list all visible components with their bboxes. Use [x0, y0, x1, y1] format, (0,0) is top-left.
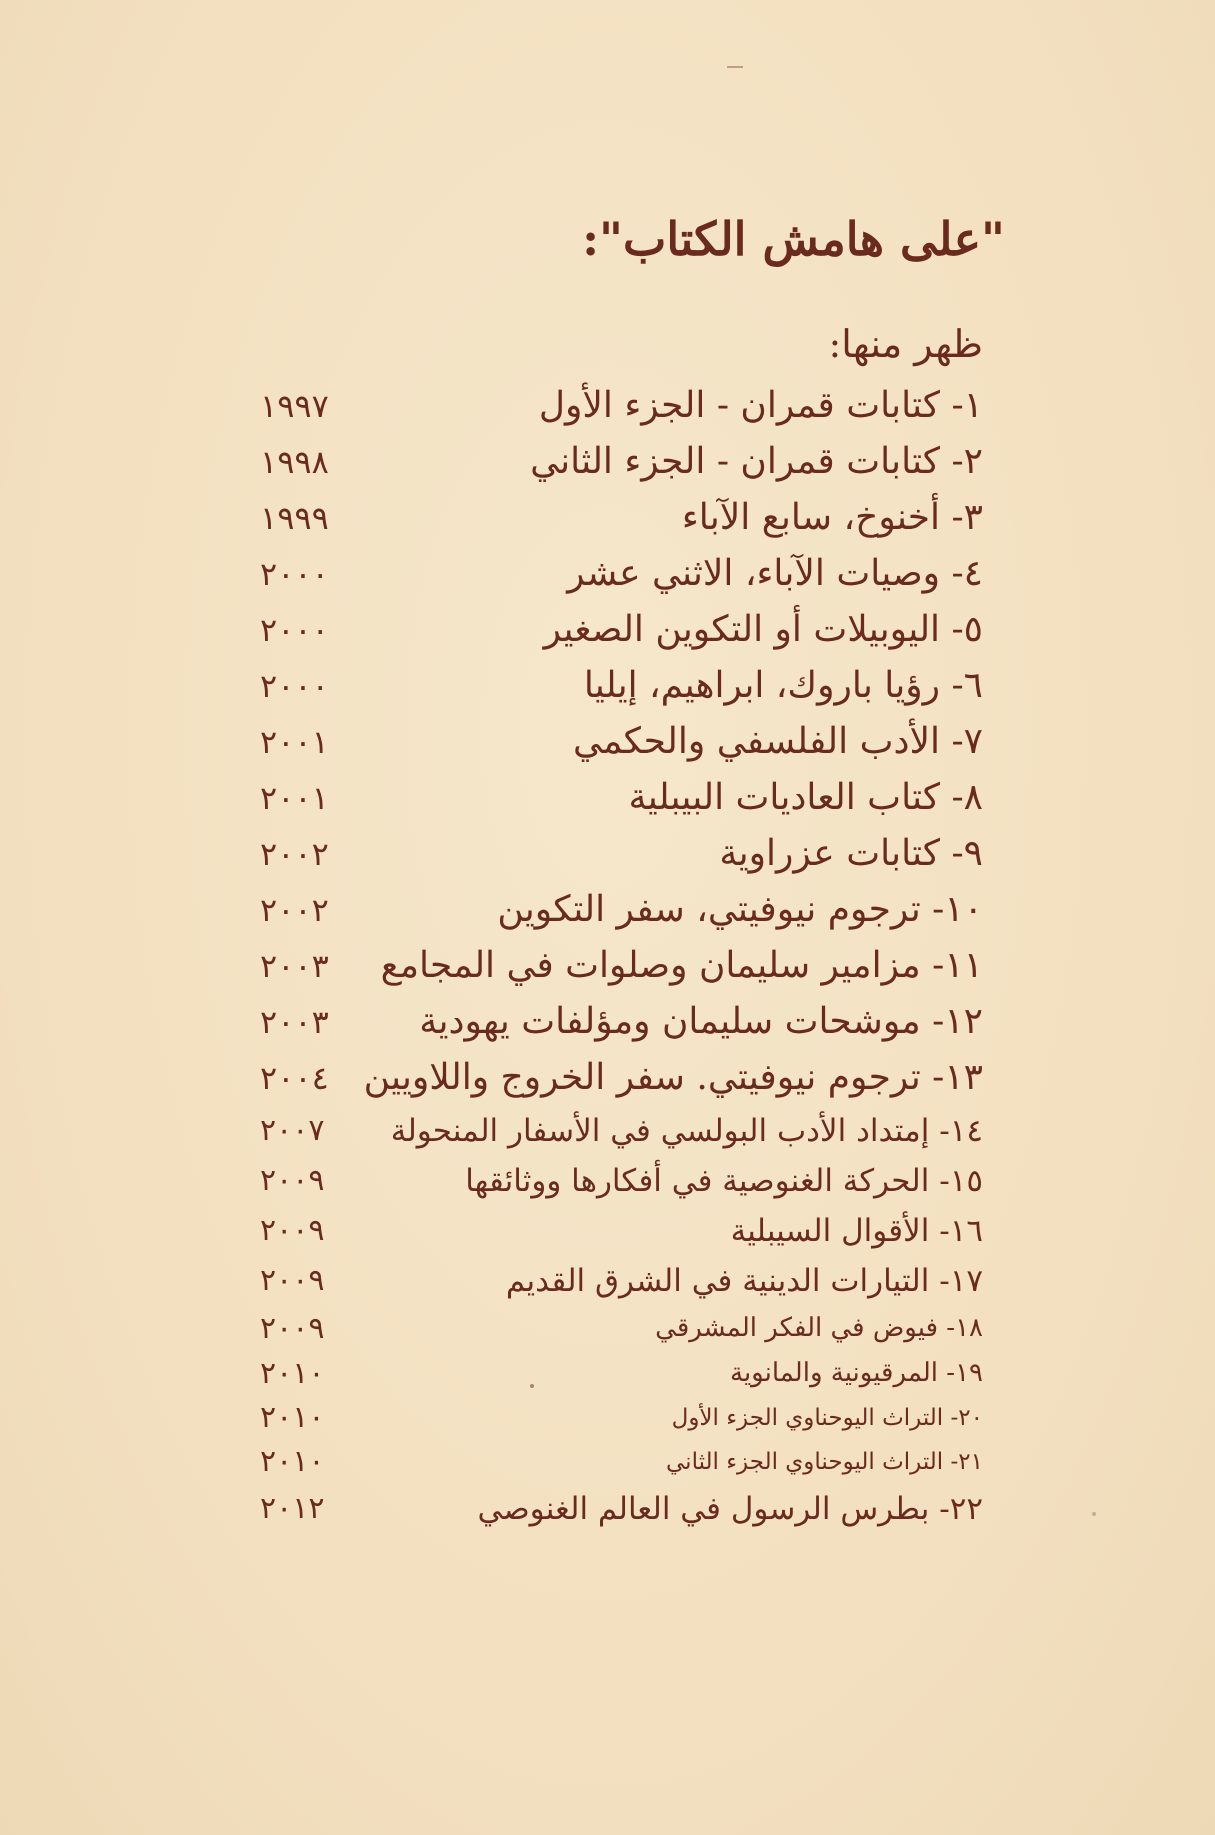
- book-title: ٢١- التراث اليوحناوي الجزء الثاني: [666, 1449, 983, 1475]
- book-title: ٢٠- التراث اليوحناوي الجزء الأول: [671, 1405, 983, 1431]
- book-title: ٥- اليوبيلات أو التكوين الصغير: [543, 609, 983, 650]
- book-title: ٩- كتابات عزراوية: [719, 833, 983, 874]
- book-title: ١٥- الحركة الغنوصية في أفكارها ووثائقها: [465, 1163, 983, 1199]
- list-item: [230, 1440, 983, 1484]
- book-title: ١٢- موشحات سليمان ومؤلفات يهودية: [419, 1001, 983, 1042]
- ink-speck: [1092, 1512, 1096, 1516]
- book-title: ١٧- التيارات الدينية في الشرق القديم: [505, 1263, 983, 1299]
- list-item: [230, 1106, 983, 1156]
- list-item: [230, 1396, 983, 1440]
- book-year: ١٩٩٨: [260, 443, 329, 481]
- list-item: [230, 1256, 983, 1306]
- book-year: ٢٠٠٠: [260, 555, 329, 593]
- book-year: ٢٠٠٩: [260, 1311, 325, 1346]
- list-item: [230, 658, 983, 714]
- book-title: ٨- كتاب العاديات البيبلية: [628, 777, 983, 818]
- book-year: ٢٠١٠: [260, 1444, 325, 1479]
- list-item: [230, 546, 983, 602]
- book-title: ١- كتابات قمران - الجزء الأول: [538, 385, 983, 426]
- book-year: ٢٠١٢: [260, 1491, 325, 1526]
- list-item: [230, 602, 983, 658]
- book-title: ٢٢- بطرس الرسول في العالم الغنوصي: [477, 1491, 983, 1527]
- list-item: [230, 826, 983, 882]
- series-title: "على هامش الكتاب":: [582, 212, 1005, 266]
- book-title: ١٩- المرقيونية والمانوية: [730, 1358, 983, 1388]
- list-item: [230, 378, 983, 434]
- list-item: [230, 1484, 983, 1534]
- book-year: ٢٠٠١: [260, 723, 329, 761]
- ink-speck: [530, 1384, 534, 1388]
- book-title: ٦- رؤيا باروك، ابراهيم، إيليا: [583, 665, 983, 706]
- book-title: ١٨- فيوض في الفكر المشرقي: [655, 1313, 983, 1343]
- list-item: [230, 1050, 983, 1106]
- book-title: ٣- أخنوخ، سابع الآباء: [681, 497, 983, 538]
- book-year: ٢٠٠٢: [260, 891, 329, 929]
- book-year: ٢٠٠١: [260, 779, 329, 817]
- book-title: ١٤- إمتداد الأدب البولسي في الأسفار المنحولة: [390, 1113, 983, 1149]
- book-title: ١٠- ترجوم نيوفيتي، سفر التكوين: [497, 889, 983, 930]
- book-year: ٢٠١٠: [260, 1400, 325, 1435]
- book-year: ١٩٩٧: [260, 387, 329, 425]
- list-item: [230, 1156, 983, 1206]
- book-title: ٧- الأدب الفلسفي والحكمي: [572, 721, 983, 762]
- book-year: ١٩٩٩: [260, 499, 329, 537]
- list-item: [230, 1351, 983, 1396]
- book-year: ٢٠٠٣: [260, 1003, 329, 1041]
- list-item: [230, 770, 983, 826]
- list-item: [230, 1206, 983, 1256]
- book-title: ١٦- الأقوال السيبلية: [730, 1213, 983, 1249]
- book-year: ٢٠٠٤: [260, 1059, 329, 1097]
- book-year: ٢٠٠٢: [260, 835, 329, 873]
- book-year: ٢٠٠٧: [260, 1113, 325, 1148]
- list-item: [230, 1306, 983, 1351]
- list-item: [230, 938, 983, 994]
- book-year: ٢٠٠٣: [260, 947, 329, 985]
- book-title: ٤- وصيات الآباء، الاثني عشر: [567, 553, 983, 594]
- book-list: [230, 378, 983, 1534]
- book-year: ٢٠٠٩: [260, 1163, 325, 1198]
- book-year: ٢٠١٠: [260, 1356, 325, 1391]
- list-item: [230, 882, 983, 938]
- top-mark: [727, 66, 743, 68]
- book-year: ٢٠٠٩: [260, 1263, 325, 1298]
- intro-text: ظهر منها:: [828, 322, 983, 366]
- book-year: ٢٠٠٠: [260, 611, 329, 649]
- list-item: [230, 434, 983, 490]
- book-year: ٢٠٠٠: [260, 667, 329, 705]
- list-item: [230, 490, 983, 546]
- list-item: [230, 994, 983, 1050]
- book-title: ٢- كتابات قمران - الجزء الثاني: [530, 441, 983, 482]
- book-title: ١٣- ترجوم نيوفيتي. سفر الخروج واللاويين: [363, 1057, 983, 1098]
- list-item: [230, 714, 983, 770]
- book-year: ٢٠٠٩: [260, 1213, 325, 1248]
- book-title: ١١- مزامير سليمان وصلوات في المجامع: [380, 945, 983, 986]
